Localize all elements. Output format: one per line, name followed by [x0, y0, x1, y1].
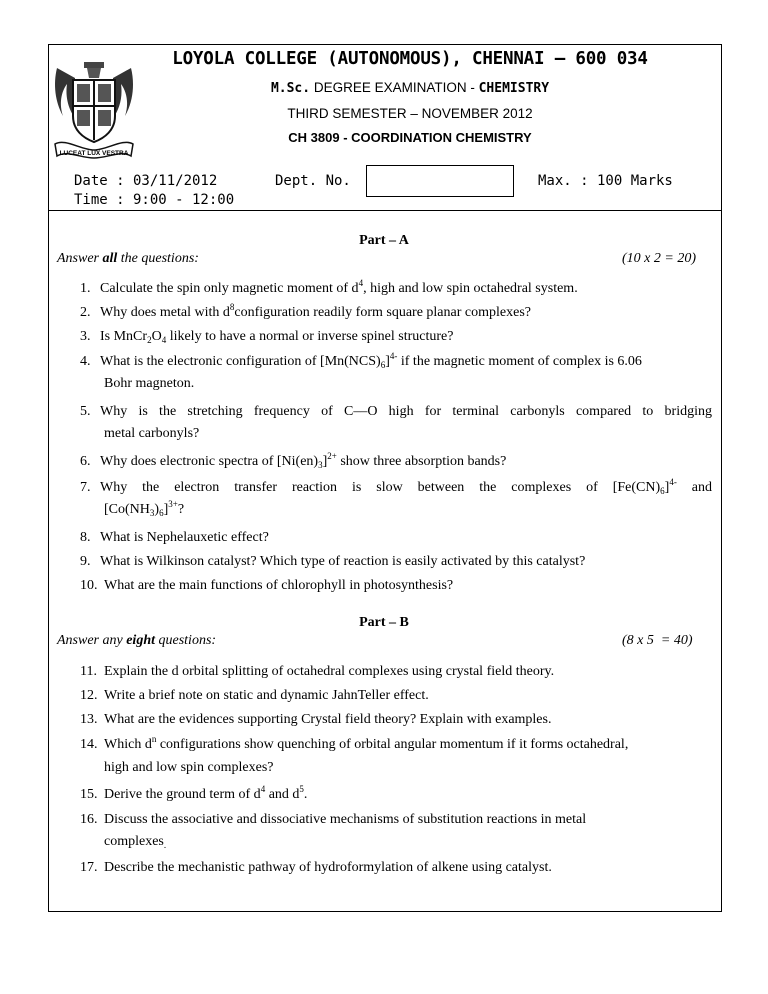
q-num: 14.: [80, 737, 98, 752]
exam-time: Time : 9:00 - 12:00: [74, 192, 235, 208]
q-text: show three absorption bands?: [336, 454, 507, 469]
question-5: [80, 402, 712, 422]
q-text: , high and low spin octahedral system.: [363, 281, 578, 296]
q-text: What are the main functions of chlorophyll in photosynthesis?: [104, 578, 454, 593]
q-num: 16.: [80, 812, 98, 827]
degree-prefix: M.Sc.: [270, 81, 311, 96]
part-b-instruction: [57, 633, 216, 649]
q-text: Describe the mechanistic pathway of hydroformylation of alkene using catalyst.: [104, 860, 552, 875]
college-title: LOYOLA COLLEGE (AUTONOMOUS), CHENNAI – 600 034: [172, 49, 648, 69]
q-num: 2.: [80, 305, 91, 320]
instr-bold: eight: [126, 633, 155, 648]
question-16-continued: [104, 834, 166, 850]
q-text: What is Nephelauxetic effect?: [100, 530, 269, 545]
instr-pre: Answer: [57, 251, 103, 266]
q-text: ]: [385, 354, 390, 369]
q-text: and: [676, 480, 713, 495]
part-a-instruction: [57, 251, 199, 267]
part-a-title: Part – A: [359, 233, 409, 248]
q-num: 5.: [80, 404, 91, 419]
question-7: [80, 478, 712, 498]
degree-subject: CHEMISTRY: [478, 81, 550, 96]
question-12: [80, 686, 712, 706]
q-sub: 6: [380, 360, 386, 370]
q-sub: 6: [159, 508, 164, 518]
degree-line: [90, 80, 730, 96]
question-4: [80, 352, 712, 372]
question-6: [80, 452, 712, 472]
q-text: What is the electronic configuration of [Mn(NCS): [100, 354, 381, 369]
q-sub: 3: [318, 460, 323, 470]
q-sub: 6: [660, 486, 665, 496]
header-divider: [48, 210, 722, 211]
exam-date: Date : 03/11/2012: [74, 173, 218, 189]
q-text: ]: [322, 454, 328, 469]
q-num: 9.: [80, 554, 91, 569]
question-14: [80, 735, 712, 755]
q-text: What is Wilkinson catalyst? Which type of reaction is easily activated by this catalyst?: [100, 554, 586, 569]
question-5-continued: metal carbonyls?: [104, 426, 200, 441]
question-2: [80, 303, 712, 323]
q-sup: 4-: [389, 351, 398, 361]
q-sup: 3+: [168, 499, 178, 509]
q-sub: 2: [147, 335, 152, 345]
logo-motto: LUCEAT LUX VESTRA: [59, 150, 129, 157]
q-num: 13.: [80, 712, 98, 727]
dept-no-label: Dept. No.: [275, 173, 351, 189]
q-num: 7.: [80, 480, 91, 495]
q-text: Why the electron transfer reaction is slow between the complexes of [Fe(CN): [100, 480, 661, 495]
dept-no-box[interactable]: [366, 165, 514, 197]
q-text: complexes: [104, 834, 164, 849]
part-b-title: Part – B: [359, 615, 409, 630]
question-17: [80, 858, 712, 878]
question-3: [80, 327, 712, 347]
q-text: ): [154, 502, 160, 517]
q-text: Write a brief note on static and dynamic JahnTeller effect.: [104, 688, 429, 703]
q-num: 12.: [80, 688, 98, 703]
q-text: ]: [664, 480, 670, 495]
q-text: if the magnetic moment of complex is 6.06: [397, 354, 642, 369]
question-13: [80, 710, 712, 730]
q-text: ?: [177, 502, 185, 517]
q-text: Discuss the associative and dissociative mechanisms of substitution reactions in metal: [104, 812, 587, 827]
q-sup: 5: [299, 784, 304, 794]
q-num: 3.: [80, 329, 91, 344]
q-sup: 2+: [327, 451, 337, 461]
q-text: Why does metal with d: [100, 305, 230, 320]
q-text: .: [303, 787, 308, 802]
q-sup: 8: [229, 302, 235, 312]
semester-line: THIRD SEMESTER – NOVEMBER 2012: [287, 106, 533, 121]
question-15: [80, 785, 712, 805]
question-10: [80, 576, 712, 596]
part-a-marks: (10 x 2 = 20): [622, 251, 696, 266]
q-text: Derive the ground term of d: [104, 787, 261, 802]
q-num: 11.: [80, 664, 97, 679]
q-text: configuration readily form square planar complexes?: [234, 305, 531, 320]
instr-bold: all: [102, 251, 118, 266]
q-sub: .: [163, 840, 167, 850]
q-num: 15.: [80, 787, 98, 802]
q-text: likely to have a normal or inverse spinel structure?: [166, 329, 454, 344]
question-4-continued: Bohr magneton.: [104, 376, 195, 391]
max-marks: Max. : 100 Marks: [538, 173, 673, 189]
course-line: CH 3809 - COORDINATION CHEMISTRY: [288, 130, 532, 145]
q-text: Why does electronic spectra of [Ni(en): [100, 454, 319, 469]
q-text: [Co(NH: [104, 502, 150, 517]
question-11: [80, 662, 712, 682]
q-sup: n: [151, 734, 157, 744]
question-7-continued: [104, 499, 185, 518]
q-sup: 4-: [669, 477, 677, 487]
degree-mid: DEGREE EXAMINATION -: [310, 80, 479, 95]
q-num: 4.: [80, 354, 91, 369]
q-num: 17.: [80, 860, 98, 875]
question-8: [80, 528, 712, 548]
question-14-continued: high and low spin complexes?: [104, 760, 274, 775]
part-b-marks: (8 x 5 = 40): [622, 633, 693, 648]
q-text: Explain the d orbital splitting of octahedral complexes using crystal field theory.: [104, 664, 555, 679]
q-num: 10.: [80, 578, 98, 593]
q-num: 1.: [80, 281, 91, 296]
q-text: configurations show quenching of orbital angular momentum if it forms octahedral,: [156, 737, 629, 752]
q-text: What are the evidences supporting Crystal field theory? Explain with examples.: [104, 712, 552, 727]
q-sup: 4: [260, 784, 266, 794]
q-text: Is MnCr: [100, 329, 148, 344]
q-text: ]: [163, 502, 169, 517]
q-text: Why is the stretching frequency of C––O high for terminal carbonyls compared to bridging: [100, 404, 712, 419]
q-text: Which d: [104, 737, 152, 752]
q-text: O: [151, 329, 162, 344]
q-sub: 3: [149, 508, 155, 518]
q-num: 6.: [80, 454, 91, 469]
q-text: and d: [265, 787, 300, 802]
q-num: 8.: [80, 530, 91, 545]
question-9: [80, 552, 712, 572]
question-1: [80, 279, 712, 299]
instr-pre: Answer any: [57, 633, 127, 648]
q-sup: 4: [358, 278, 364, 288]
instr-post: questions:: [155, 633, 217, 648]
q-sub: 4: [161, 335, 167, 345]
q-text: Calculate the spin only magnetic moment of d: [100, 281, 359, 296]
instr-post: the questions:: [117, 251, 199, 266]
question-16: [80, 810, 712, 830]
